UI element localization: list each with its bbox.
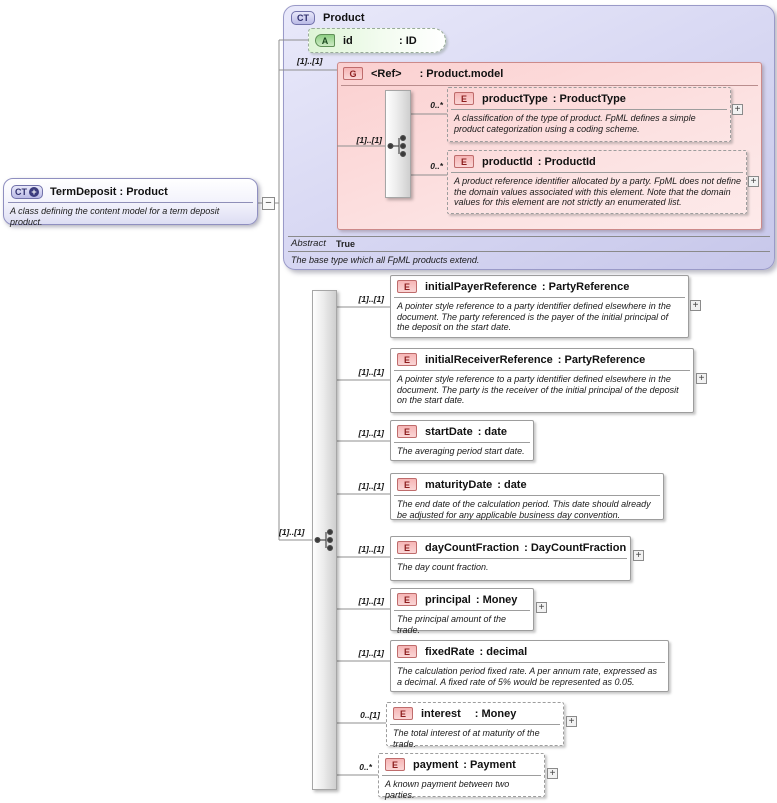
- expand-button[interactable]: [732, 104, 743, 115]
- expand-button[interactable]: [748, 176, 759, 187]
- element-box-payment[interactable]: [378, 753, 545, 800]
- cardinality-label: [1]..[1]: [358, 428, 384, 438]
- element-icon: E: [385, 758, 405, 771]
- element-box-interest[interactable]: [386, 702, 564, 749]
- cardinality-label: 0..[1]: [360, 710, 380, 720]
- abstract-value: True: [336, 239, 356, 249]
- element-icon: E: [393, 707, 413, 720]
- element-box-productId[interactable]: [447, 150, 747, 214]
- element-icon: E: [454, 155, 474, 168]
- element-type: : Payment: [463, 758, 516, 771]
- element-type: : Money: [475, 593, 518, 606]
- element-description: A classification of the type of product. FpML defines a simple product categorization using a coding scheme.: [454, 113, 696, 134]
- expand-button[interactable]: [696, 373, 707, 384]
- base-type-description: The base type which all FpML products extend.: [291, 255, 480, 265]
- expand-button[interactable]: [690, 300, 701, 311]
- complex-type-letters: CT: [15, 187, 27, 197]
- element-description: A pointer style reference to a party identifier defined elsewhere in the document. The party is the receiver of the initial principal of the deposit on the start date.: [397, 374, 679, 405]
- element-name: initialReceiverReference: [425, 353, 553, 366]
- cardinality-label: [1]..[1]: [356, 135, 382, 145]
- cardinality-label: [1]..[1]: [358, 367, 384, 377]
- element-type: : date: [477, 425, 508, 438]
- group-icon: G: [343, 67, 363, 80]
- complex-type-icon: CT: [291, 11, 315, 25]
- element-icon: E: [397, 645, 417, 658]
- element-box-startDate[interactable]: [390, 420, 534, 461]
- element-name: principal: [425, 593, 471, 606]
- base-type-title: Product: [323, 12, 365, 24]
- element-type: : DayCountFraction: [524, 541, 627, 554]
- element-description: The day count fraction.: [397, 562, 489, 572]
- attribute-name: id: [343, 34, 353, 47]
- element-description: The averaging period start date.: [397, 446, 525, 456]
- element-box-fixedRate[interactable]: [390, 640, 669, 692]
- element-box-initialPayerReference[interactable]: [390, 275, 689, 338]
- element-name: interest: [421, 707, 461, 720]
- element-description: A product reference identifier allocated by a party. FpML does not define the domain values associated with this element. Note that the domain values for this element are not strictly an enumerated list.: [454, 176, 742, 207]
- element-type: : decimal: [479, 645, 528, 658]
- group-type: : Product.model: [419, 67, 504, 80]
- derived-plus-icon: +: [29, 187, 39, 197]
- element-description: The total interest of at maturity of the trade.: [393, 728, 540, 749]
- element-name: fixedRate: [425, 645, 475, 658]
- abstract-label: Abstract: [291, 238, 326, 249]
- element-icon: E: [454, 92, 474, 105]
- element-type: : ProductType: [552, 92, 626, 105]
- element-name: maturityDate: [425, 478, 493, 491]
- cardinality-label: [1]..[1]: [297, 56, 323, 66]
- element-icon: E: [397, 541, 417, 554]
- element-description: The calculation period fixed rate. A per annum rate, expressed as a decimal. A fixed rate of 5% would be represented as 0.05.: [397, 666, 657, 687]
- expand-button[interactable]: [547, 768, 558, 779]
- element-type: : ProductId: [537, 155, 596, 168]
- attribute-type: : ID: [399, 35, 417, 47]
- element-icon: E: [397, 593, 417, 606]
- element-name: productId: [482, 155, 533, 168]
- class-title: TermDeposit : Product: [50, 186, 168, 198]
- cardinality-label: [1]..[1]: [358, 294, 384, 304]
- cardinality-label: [1]..[1]: [358, 481, 384, 491]
- expand-button[interactable]: [566, 716, 577, 727]
- sequence-icon: [387, 133, 411, 159]
- element-name: payment: [413, 758, 459, 771]
- cardinality-label: [1]..[1]: [358, 648, 384, 658]
- element-icon: E: [397, 280, 417, 293]
- expand-button[interactable]: [633, 550, 644, 561]
- cardinality-label: [1]..[1]: [358, 544, 384, 554]
- element-name: dayCountFraction: [425, 541, 520, 554]
- element-box-principal[interactable]: [390, 588, 534, 635]
- element-description: A known payment between two parties.: [385, 779, 510, 800]
- element-type: : PartyReference: [541, 280, 630, 293]
- element-description: The end date of the calculation period. This date should already be adjusted for any applicable business day convention.: [397, 499, 651, 520]
- collapse-handle[interactable]: [262, 197, 275, 210]
- element-icon: E: [397, 353, 417, 366]
- cardinality-label: 0..*: [359, 762, 372, 772]
- cardinality-label: [1]..[1]: [358, 596, 384, 606]
- element-type: : date: [497, 478, 527, 491]
- element-icon: E: [397, 478, 417, 491]
- element-name: productType: [482, 92, 548, 105]
- complex-type-derived-icon: [11, 185, 43, 199]
- element-type: : PartyReference: [557, 353, 646, 366]
- element-name: initialPayerReference: [425, 280, 537, 293]
- group-name: <Ref>: [371, 67, 402, 80]
- element-description: The principal amount of the trade.: [397, 614, 507, 635]
- element-name: startDate: [425, 425, 473, 438]
- element-icon: E: [397, 425, 417, 438]
- element-box-initialReceiverReference[interactable]: [390, 348, 694, 413]
- element-box-maturityDate[interactable]: [390, 473, 664, 520]
- cardinality-label: 0..*: [430, 161, 443, 171]
- attribute-box-id[interactable]: [308, 28, 446, 53]
- element-box-productType[interactable]: [447, 87, 731, 142]
- attribute-icon: A: [315, 34, 335, 47]
- class-description: A class defining the content model for a term deposit product.: [10, 206, 220, 227]
- expand-button[interactable]: [536, 602, 547, 613]
- element-type: : Money: [474, 707, 517, 720]
- cardinality-label: 0..*: [430, 100, 443, 110]
- element-box-dayCountFraction[interactable]: [390, 536, 631, 581]
- cardinality-label: [1]..[1]: [279, 527, 305, 537]
- element-description: A pointer style reference to a party identifier defined elsewhere in the document. The party referenced is the payer of the initial principal of the deposit on the start date.: [397, 301, 671, 332]
- termdeposit-class-box[interactable]: [3, 178, 258, 225]
